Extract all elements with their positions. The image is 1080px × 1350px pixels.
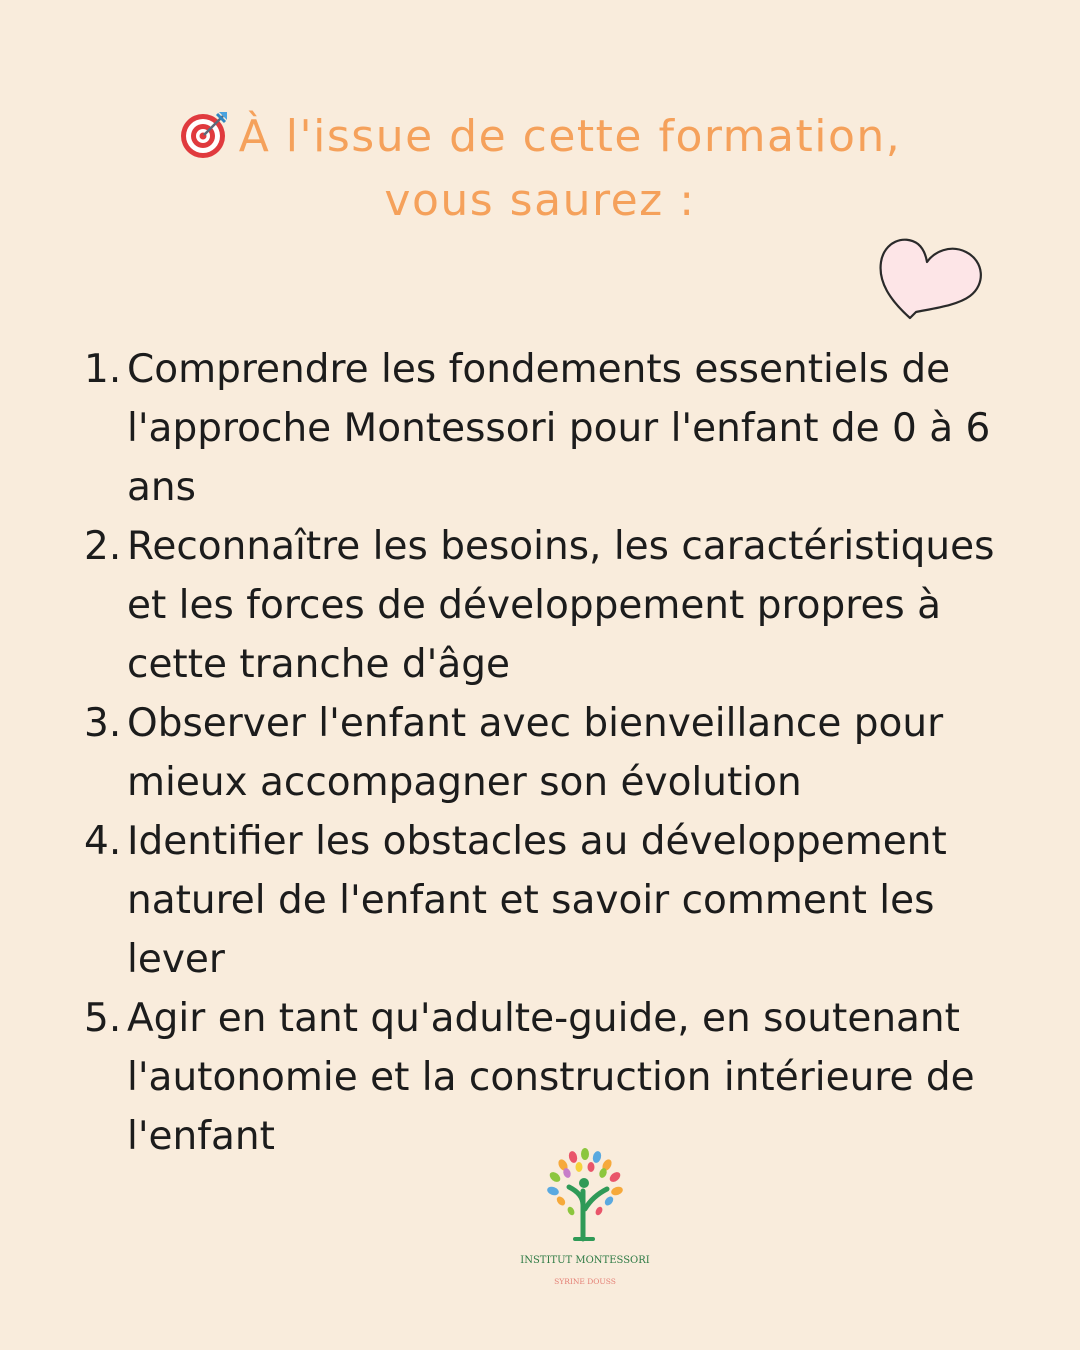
tree-logo-icon bbox=[543, 1147, 627, 1243]
goal-item bbox=[84, 340, 1034, 517]
goal-number: 1. bbox=[84, 347, 122, 392]
goal-text: Observer l'enfant avec bienveillance pour mieux accompagner son évolution bbox=[127, 701, 944, 805]
header-line-2: vous saurez : bbox=[384, 175, 696, 226]
goal-number: 2. bbox=[84, 524, 122, 569]
header-title-text: À l'issue de cette formation, bbox=[238, 111, 902, 162]
header bbox=[0, 105, 1080, 233]
header-line-1 bbox=[0, 105, 1080, 169]
goal-text: Identifier les obstacles au développement naturel de l'enfant et savoir comment les lever bbox=[127, 819, 947, 982]
goal-item bbox=[84, 812, 1034, 989]
goal-number: 3. bbox=[84, 701, 122, 746]
target-dart-icon bbox=[179, 108, 231, 160]
goal-text: Agir en tant qu'adulte-guide, en soutenant l'autonomie et la construction intérieure de l'enfant bbox=[127, 996, 975, 1159]
logo-name: INSTITUT MONTESSORI bbox=[520, 1255, 650, 1266]
goal-text: Reconnaître les besoins, les caractéristiques et les forces de développement propres à cette tranche d'âge bbox=[127, 524, 995, 687]
goal-item bbox=[84, 694, 1034, 812]
goal-item bbox=[84, 989, 1034, 1166]
goals-list bbox=[84, 340, 1034, 1166]
logo-subtitle: SYRINE DOUSS bbox=[554, 1277, 616, 1286]
heart-icon bbox=[874, 226, 990, 326]
goal-item bbox=[84, 517, 1034, 694]
goal-text: Comprendre les fondements essentiels de l'approche Montessori pour l'enfant de 0 à 6 ans bbox=[127, 347, 991, 510]
goal-number: 5. bbox=[84, 996, 122, 1041]
institute-logo bbox=[510, 1145, 660, 1295]
goal-number: 4. bbox=[84, 819, 122, 864]
